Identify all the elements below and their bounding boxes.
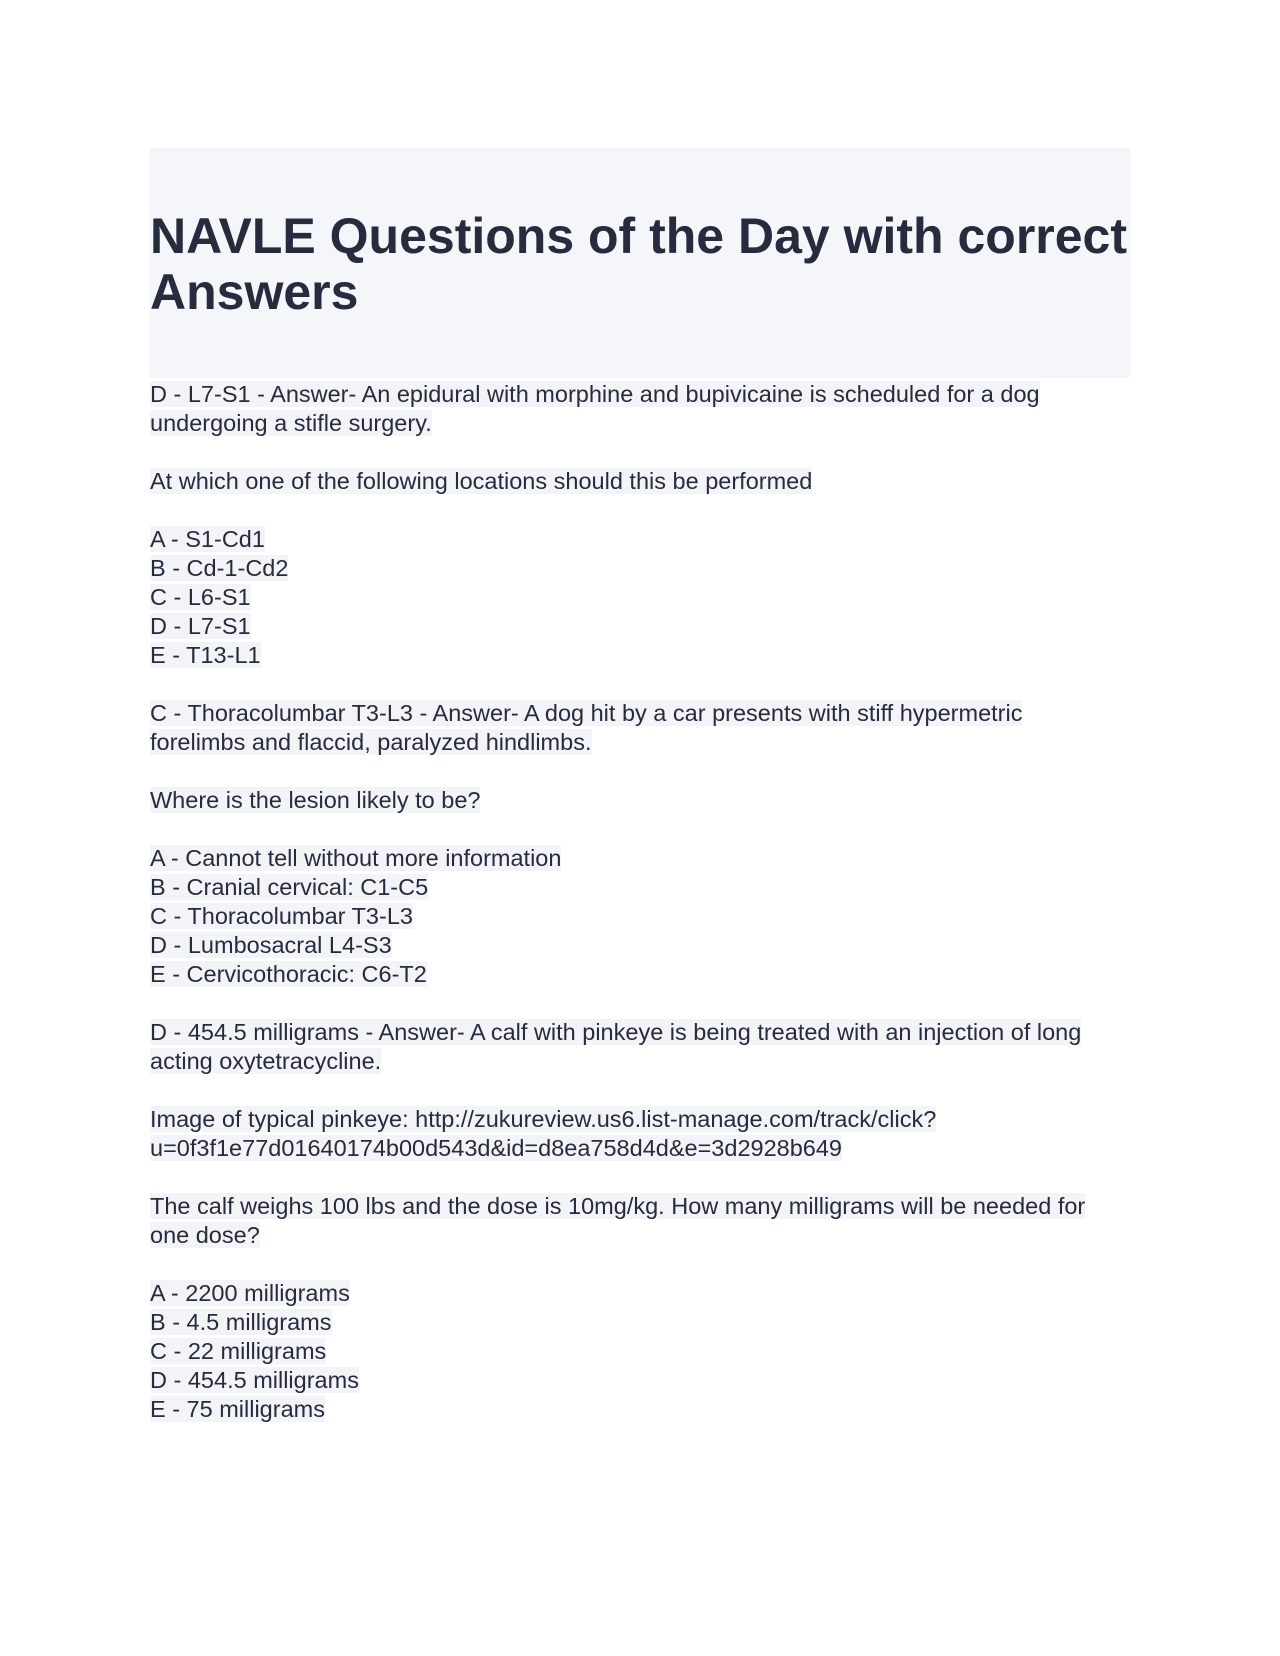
document-content bbox=[150, 380, 1130, 1424]
option-item: E - Cervicothoracic: C6-T2 bbox=[150, 961, 427, 987]
option-list bbox=[150, 525, 1130, 670]
question-prompt: At which one of the following locations should this be performed bbox=[150, 468, 813, 494]
option-item: B - Cd-1-Cd2 bbox=[150, 555, 289, 581]
question-prompt: The calf weighs 100 lbs and the dose is 10mg/kg. How many milligrams will be needed for one dose? bbox=[150, 1193, 1086, 1248]
option-item: A - S1-Cd1 bbox=[150, 526, 265, 552]
option-list bbox=[150, 1279, 1130, 1424]
option-item: C - L6-S1 bbox=[150, 584, 251, 610]
option-item: A - 2200 milligrams bbox=[150, 1280, 350, 1306]
option-item: D - 454.5 milligrams bbox=[150, 1367, 359, 1393]
option-item: D - Lumbosacral L4-S3 bbox=[150, 932, 392, 958]
question-prompt: Where is the lesion likely to be? bbox=[150, 787, 481, 813]
answer-line: D - 454.5 milligrams - Answer- A calf with pinkeye is being treated with an injection of long acting oxytetracycline. bbox=[150, 1019, 1082, 1074]
option-item: C - Thoracolumbar T3-L3 bbox=[150, 903, 413, 929]
option-item: D - L7-S1 bbox=[150, 613, 251, 639]
question-3 bbox=[150, 1018, 1130, 1424]
option-item: B - Cranial cervical: C1-C5 bbox=[150, 874, 429, 900]
answer-line: D - L7-S1 - Answer- An epidural with morphine and bupivicaine is scheduled for a dog undergoing a stifle surgery. bbox=[150, 381, 1040, 436]
option-list bbox=[150, 844, 1130, 989]
option-item: C - 22 milligrams bbox=[150, 1338, 327, 1364]
image-link-note: Image of typical pinkeye: http://zukureview.us6.list-manage.com/track/click?u=0f3f1e77d01640174b00d543d&id=d8ea758d4d&e=3d2928b649 bbox=[150, 1106, 937, 1161]
answer-line: C - Thoracolumbar T3-L3 - Answer- A dog hit by a car presents with stiff hypermetric forelimbs and flaccid, paralyzed hindlimbs. bbox=[150, 700, 1023, 755]
option-item: E - 75 milligrams bbox=[150, 1396, 325, 1422]
option-item: E - T13-L1 bbox=[150, 642, 261, 668]
option-item: A - Cannot tell without more information bbox=[150, 845, 562, 871]
question-2 bbox=[150, 699, 1130, 989]
document-title: NAVLE Questions of the Day with correct Answers bbox=[150, 208, 1128, 320]
document-page bbox=[150, 148, 1130, 1453]
option-item: B - 4.5 milligrams bbox=[150, 1309, 332, 1335]
question-1 bbox=[150, 380, 1130, 670]
title-block bbox=[150, 148, 1130, 378]
